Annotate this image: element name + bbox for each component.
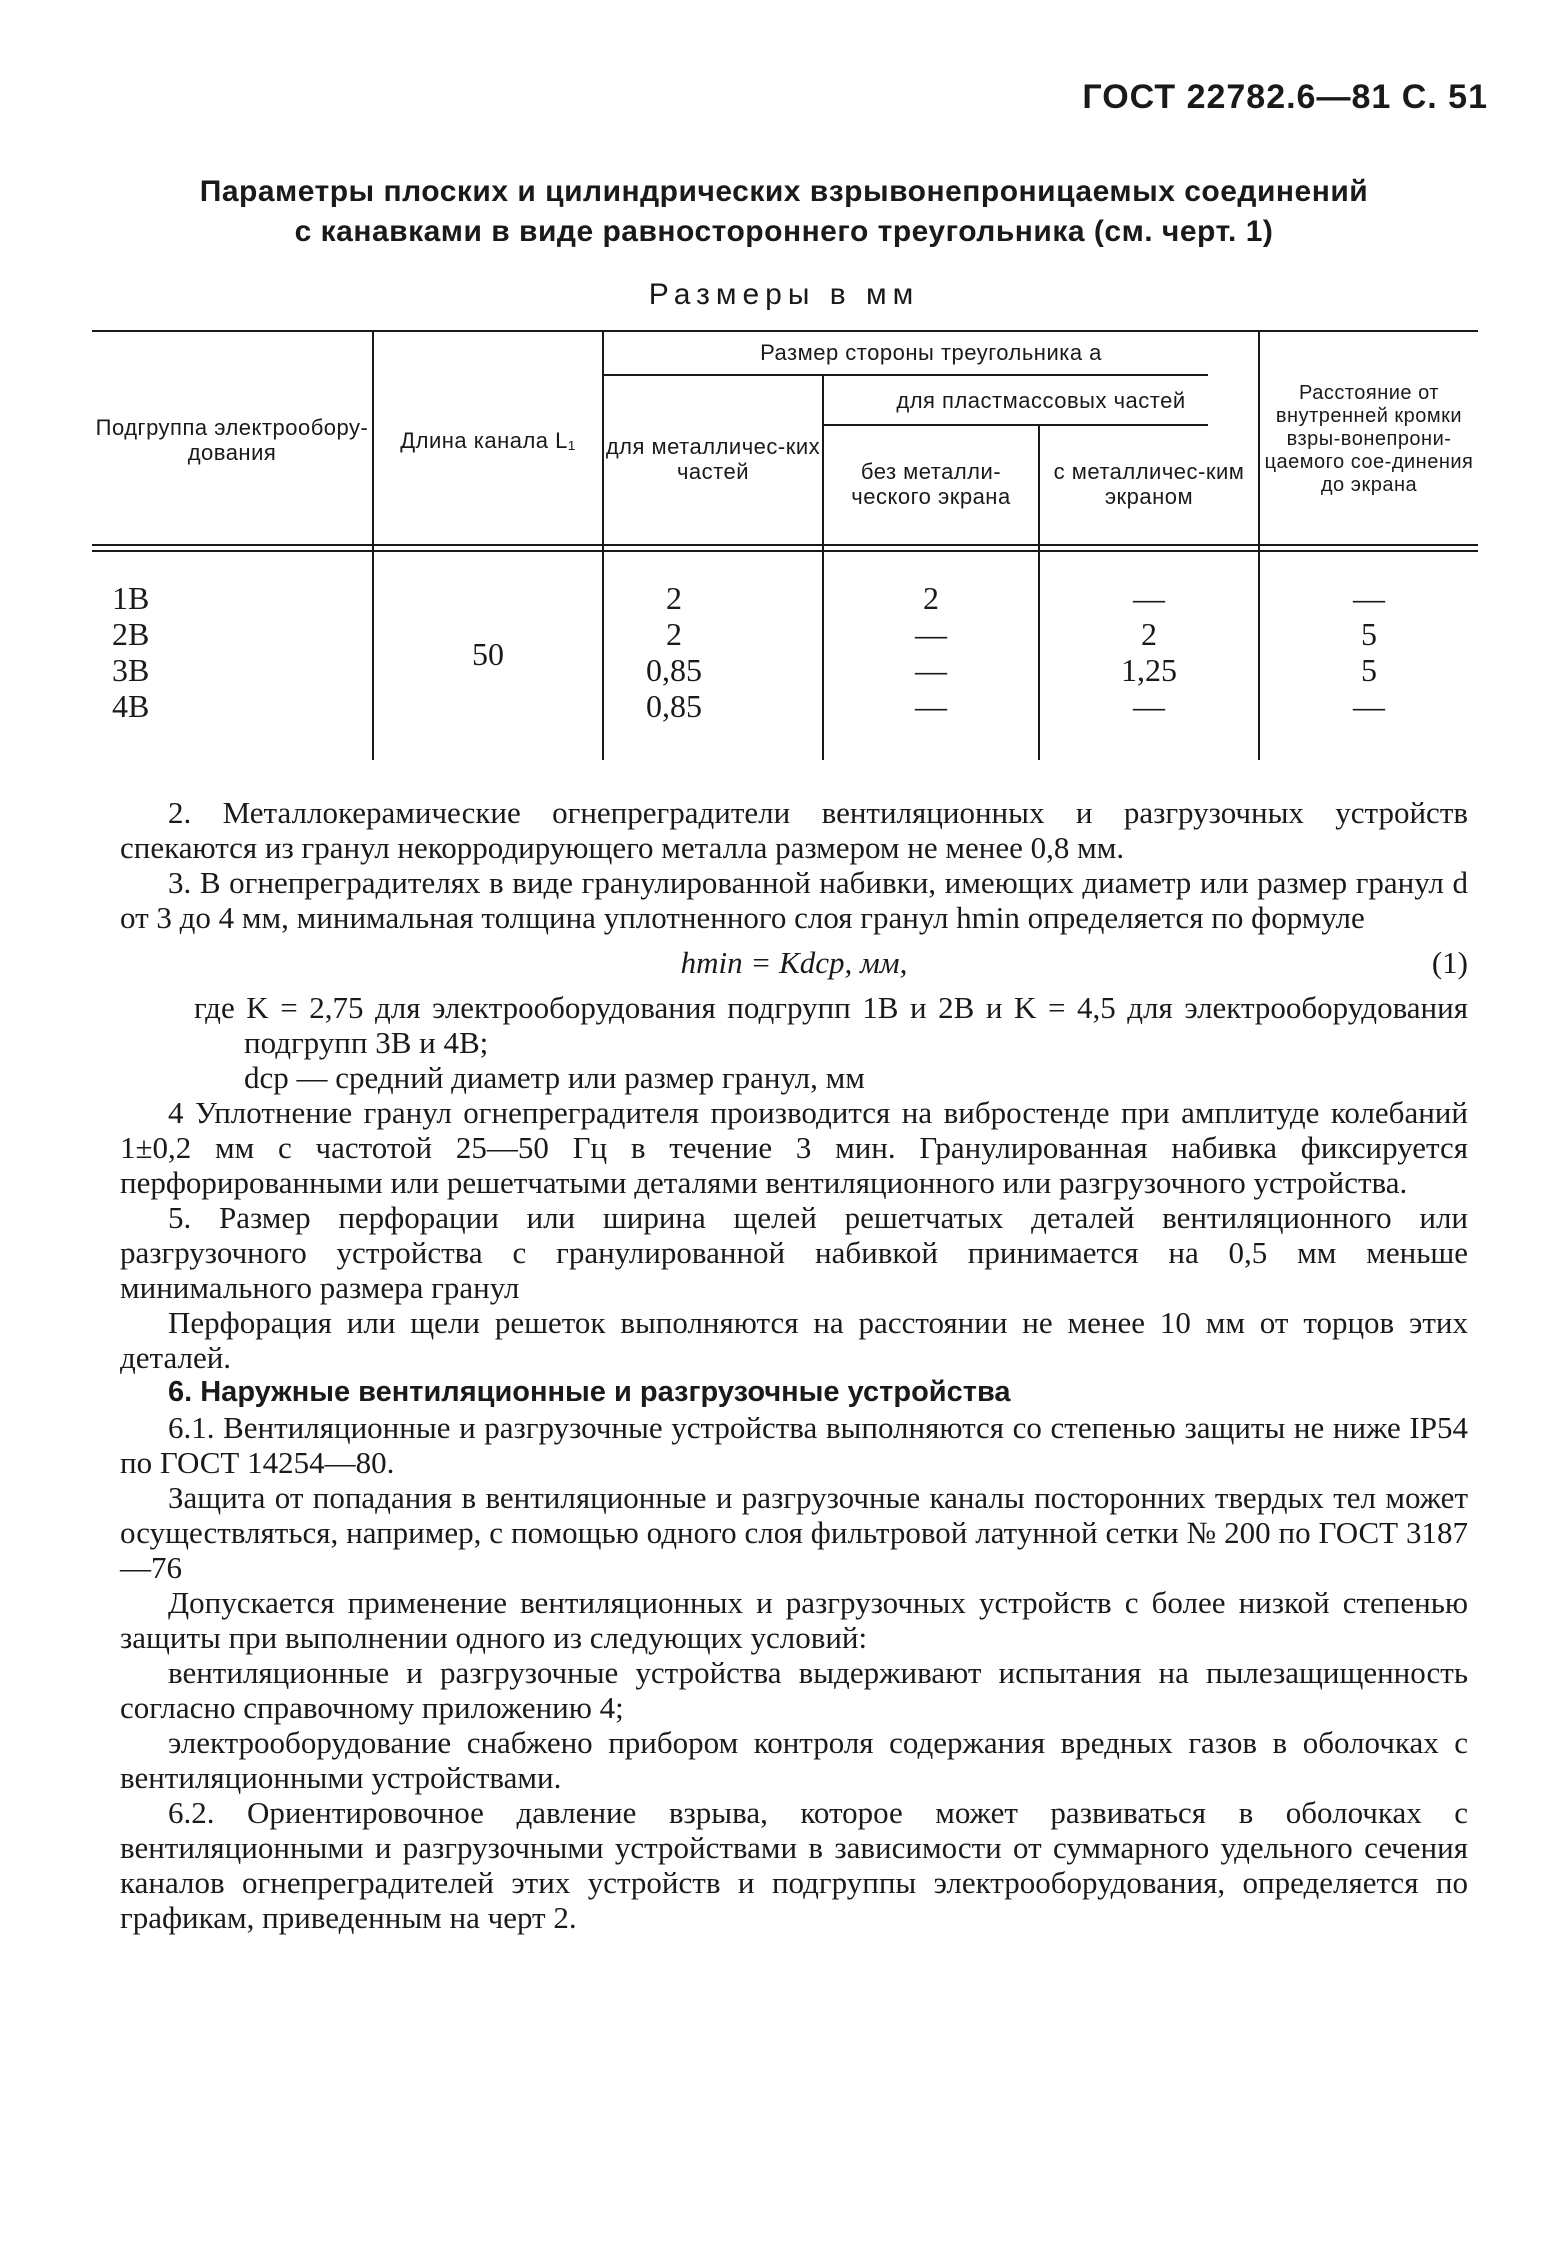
title-line-1: Параметры плоских и цилиндрических взрывонепроницаемых соединений (199, 175, 1369, 208)
cell-without-screen: — (915, 652, 947, 688)
cell-with-screen: 2 (1141, 616, 1157, 652)
cell-subgroup: 1В (112, 580, 150, 616)
col-with-screen (1040, 580, 1258, 724)
header-length: Длина канала L₁ (400, 427, 576, 453)
col-without-screen (824, 580, 1038, 724)
col-metal (604, 580, 744, 724)
cell-subgroup: 4В (112, 688, 150, 724)
cell-distance: — (1353, 688, 1385, 724)
header-distance: Расстояние от внутренней кромки взры-вонепрони-цаемого сое-динения до экрана (1264, 381, 1474, 496)
paragraph-6-1-allowed: Допускается применение вентиляционных и разгрузочных устройств с более низкой степенью защиты при выполнении одного из следующих условий: (120, 1585, 1468, 1655)
cell-metal: 2 (666, 580, 682, 616)
col-distance (1260, 580, 1478, 724)
formula-number: (1) (1431, 945, 1468, 980)
cell-with-screen: 1,25 (1121, 652, 1177, 688)
cell-subgroup: 2В (112, 616, 150, 652)
paragraph-6-1-condition-2: электрооборудование снабжено прибором контроля содержания вредных газов в оболочках с вентиляционными устройствами. (120, 1725, 1468, 1795)
formula-where-k: где K = 2,75 для электрооборудования подгрупп 1В и 2В и K = 4,5 для электрооборудования подгрупп 3В и 4В; (194, 990, 1468, 1060)
formula-where-d: dср — средний диаметр или размер гранул, мм (244, 1060, 865, 1095)
col-subgroup (112, 580, 172, 724)
formula-1 (120, 945, 1468, 980)
formula-text: hmin = Kdср, мм, (680, 945, 908, 980)
table-title (100, 172, 1468, 252)
paragraph-4: 4 Уплотнение гранул огнепреградителя производится на вибростенде при амплитуде колебаний 1±0,2 мм с частотой 25—50 Гц в течение 3 мин. Гранулированная набивка фиксируется перфорированными или решетчатыми деталями вентиляционного или разгрузочного устройства. (120, 1095, 1468, 1200)
cell-with-screen: — (1133, 688, 1165, 724)
paragraph-6-1-protection: Защита от попадания в вентиляционные и разгрузочные каналы посторонних твердых тел может осуществляться, например, с помощью одного слоя фильтровой латунной сетки № 200 по ГОСТ 3187—76 (120, 1480, 1468, 1585)
units-caption: Размеры в мм (648, 278, 920, 311)
cell-without-screen: — (915, 688, 947, 724)
cell-metal: 0,85 (646, 688, 702, 724)
header-plastic-parts: для пластмассовых частей (896, 387, 1186, 413)
paragraph-3: 3. В огнепреградителях в виде гранулированной набивки, имеющих диаметр или размер гранул d от 3 до 4 мм, минимальная толщина уплотненного слоя гранул hmin определяется по формуле (120, 865, 1468, 935)
paragraph-2: 2. Металлокерамические огнепреградители вентиляционных и разгрузочных устройств спекаются из гранул некорродирующего металла размером не менее 0,8 мм. (120, 795, 1468, 865)
cell-metal: 2 (666, 616, 682, 652)
cell-subgroup: 3В (112, 652, 150, 688)
header-subgroup: Подгруппа электрообору-дования (95, 415, 369, 465)
paragraph-6-1: 6.1. Вентиляционные и разгрузочные устройства выполняются со степенью защиты не ниже IP54 по ГОСТ 14254—80. (120, 1410, 1468, 1480)
cell-length: 50 (472, 636, 504, 672)
header-rule-a (92, 544, 1478, 546)
cell-distance: 5 (1361, 616, 1377, 652)
body-text (120, 795, 1468, 1935)
cell-with-screen: — (1133, 580, 1165, 616)
col-length (374, 636, 602, 672)
title-line-2: с канавками в виде равностороннего треугольника (см. черт. 1) (294, 215, 1274, 248)
paragraph-6-1-condition-1: вентиляционные и разгрузочные устройства выдерживают испытания на пылезащищенность согласно справочному приложению 4; (120, 1655, 1468, 1725)
cell-metal: 0,85 (646, 652, 702, 688)
header-without-screen: без металли-ческого экрана (851, 459, 1011, 509)
header-metal-parts: для металличес-ких частей (605, 434, 821, 484)
header-rule-b (92, 550, 1478, 552)
paragraph-6-2: 6.2. Ориентировочное давление взрыва, которое может развиваться в оболочках с вентиляционными и разгрузочными устройствами в зависимости от суммарного удельного сечения каналов огнепреградителей этих устройств и подгруппы электрооборудования, определяется по графикам, приведенным на черт 2. (120, 1795, 1468, 1935)
parameters-table (92, 330, 1478, 760)
header-triangle-side: Размер стороны треугольника a (760, 339, 1102, 365)
section-6-heading: 6. Наружные вентиляционные и разгрузочные устройства (168, 1376, 1011, 1408)
cell-without-screen: — (915, 616, 947, 652)
paragraph-5-note: Перфорация или щели решеток выполняются на расстоянии не менее 10 мм от торцов этих деталей. (120, 1305, 1468, 1375)
cell-distance: 5 (1361, 652, 1377, 688)
cell-distance: — (1353, 580, 1385, 616)
page-header: ГОСТ 22782.6—81 С. 51 (1082, 78, 1488, 116)
cell-without-screen: 2 (923, 580, 939, 616)
header-with-screen: с металличес-ким экраном (1053, 459, 1245, 509)
paragraph-5: 5. Размер перфорации или ширина щелей решетчатых деталей вентиляционного или разгрузочного устройства с гранулированной набивкой принимается на 0,5 мм меньше минимального размера гранул (120, 1200, 1468, 1305)
